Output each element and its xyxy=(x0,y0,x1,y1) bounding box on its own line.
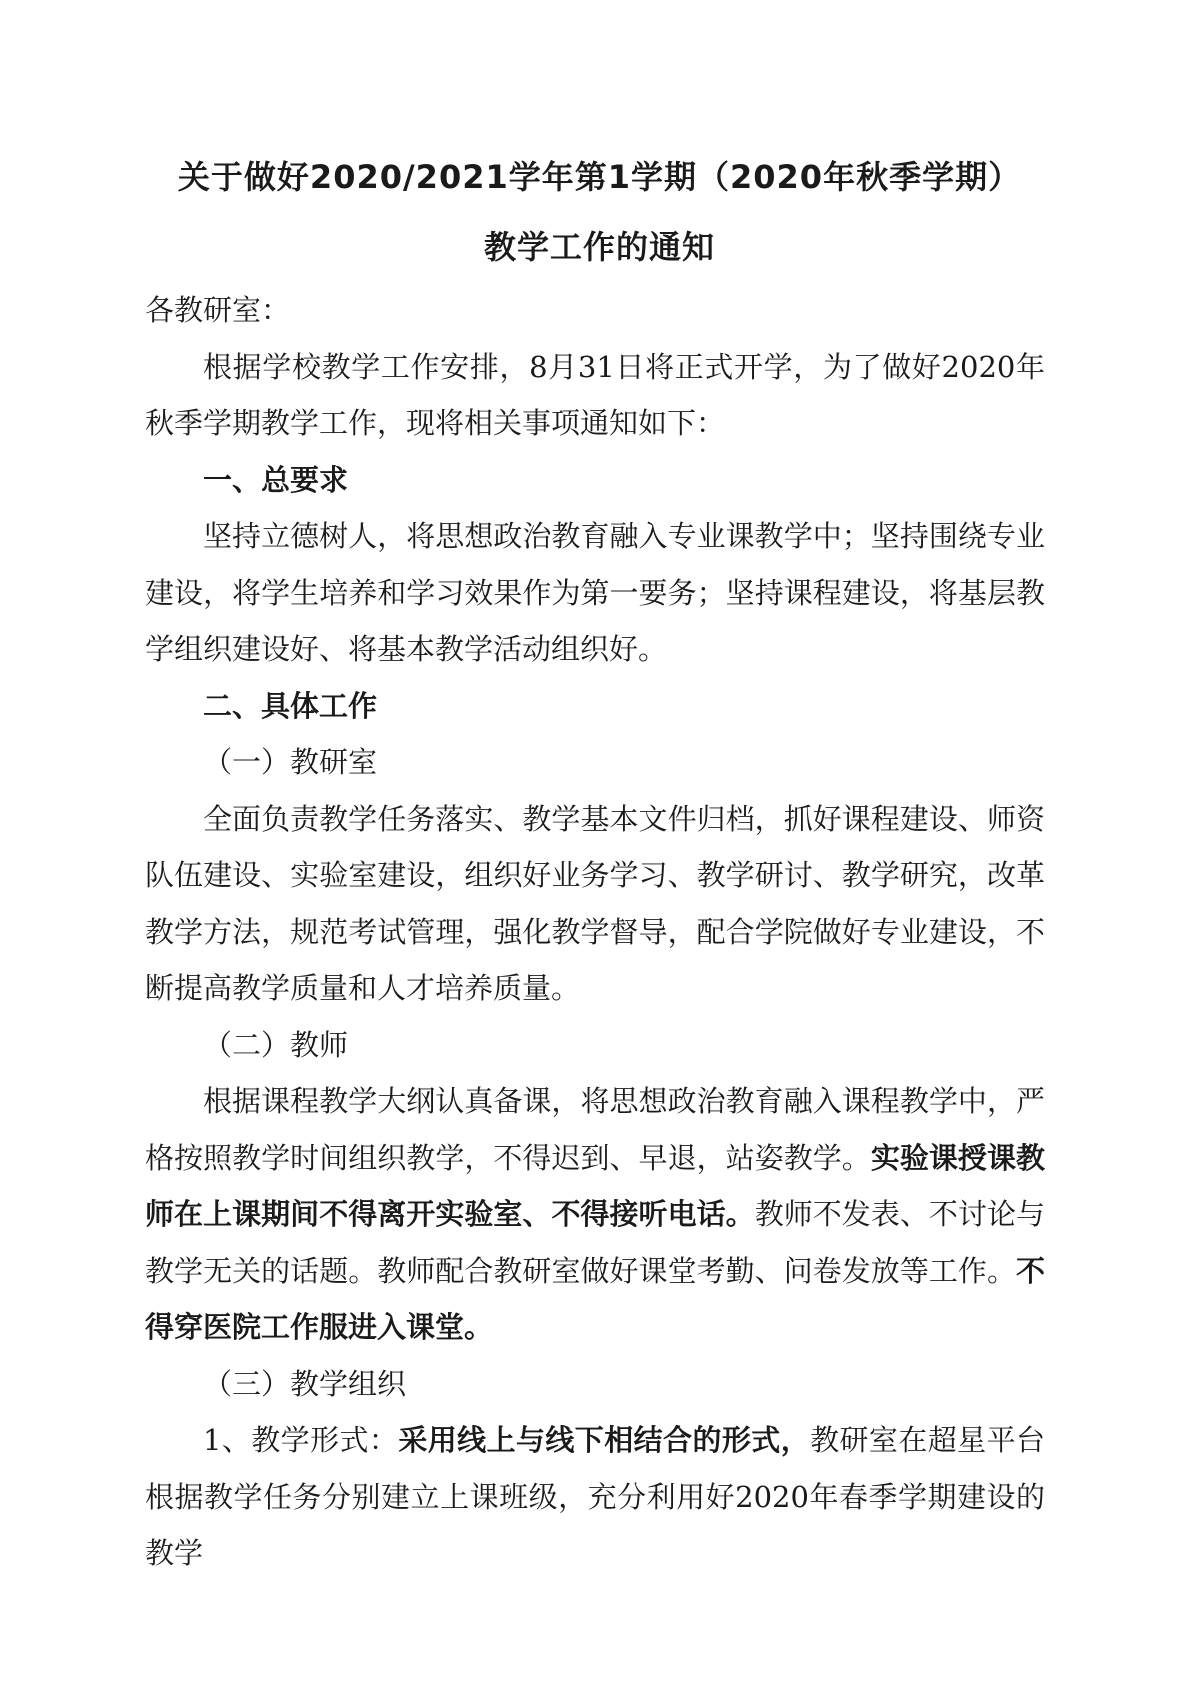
document-body xyxy=(145,282,1045,1582)
section2-heading: 二、具体工作 xyxy=(203,688,378,723)
subsection3-item1 xyxy=(145,1412,1045,1582)
subsection3-heading: （三）教学组织 xyxy=(203,1366,407,1401)
item1-label: 1、教学形式： xyxy=(203,1423,399,1457)
subsection2-heading: （二）教师 xyxy=(203,1027,349,1062)
item1-bold: 采用线上与线下相结合的形式， xyxy=(398,1423,811,1457)
subsection1-paragraph: 全面负责教学任务落实、教学基本文件归档，抓好课程建设、师资队伍建设、实验室建设，组织好业务学习、教学研讨、教学研究，改革教学方法，规范考试管理，强化教学督导，配合学院做好专业建设，不断提高教学质量和人才培养质量。 xyxy=(145,801,1045,1005)
teacher-bold-b: 不得穿医院工作服进入课堂。 xyxy=(145,1253,1045,1344)
teacher-bold-a: 实验课授课教师在上课期间不得离开实验室、不得接听电话。 xyxy=(145,1140,1045,1231)
section1-paragraph: 坚持立德树人，将思想政治教育融入专业课教学中；坚持围绕专业建设，将学生培养和学习效果作为第一要务；坚持课程建设，将基层教学组织建设好、将基本教学活动组织好。 xyxy=(145,519,1045,666)
section1-heading: 一、总要求 xyxy=(203,462,349,497)
document-title-line1: 关于做好2020/2021学年第1学期（2020年秋季学期） xyxy=(177,158,1022,196)
subsection2-paragraph xyxy=(145,1073,1045,1356)
subsection1-heading: （一）教研室 xyxy=(203,745,378,779)
item1-text: 教研室在超星平台根据教学任务分别建立上课班级，充分利用好2020年春季学期建设的教学 xyxy=(145,1423,1045,1570)
salutation: 各教研室： xyxy=(145,293,291,327)
document-title-line2: 教学工作的通知 xyxy=(483,228,715,266)
intro-paragraph: 根据学校教学工作安排，8月31日将正式开学，为了做好2020年秋季学期教学工作，现将相关事项通知如下： xyxy=(145,349,1045,440)
teacher-text-b: 教师不发表、不讨论与教学无关的话题。教师配合教研室做好课堂考勤、问卷发放等工作。 xyxy=(145,1197,1045,1288)
teacher-text-a: 根据课程教学大纲认真备课，将思想政治教育融入课程教学中，严格按照教学时间组织教学，不得迟到、早退，站姿教学。 xyxy=(145,1084,1045,1175)
